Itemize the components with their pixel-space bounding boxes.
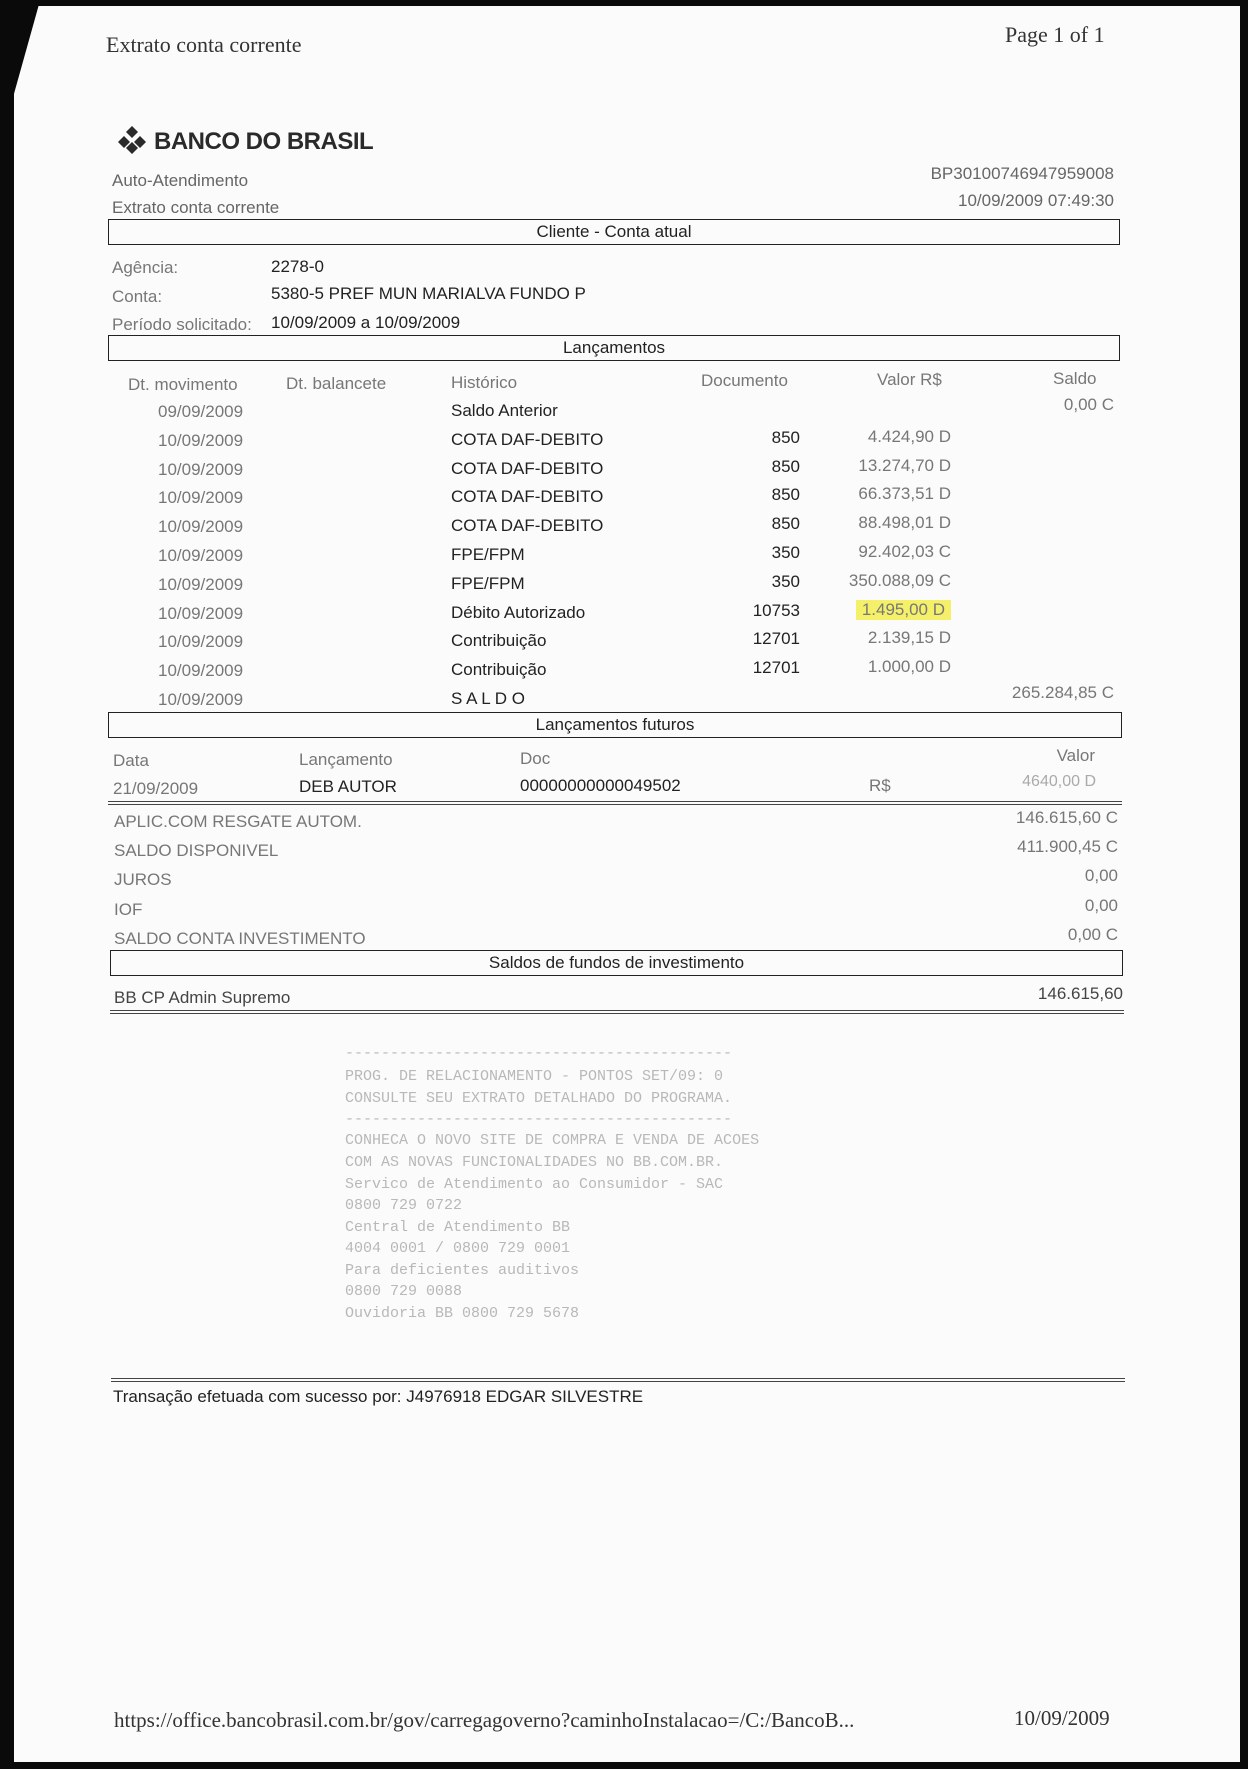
cell-dt-movimento: 10/09/2009 [158, 574, 244, 594]
periodo-label: Período solicitado: [112, 315, 252, 334]
section-lancamentos-futuros [108, 712, 1122, 738]
resumo-label: APLIC.COM RESGATE AUTOM. [114, 812, 362, 831]
col-documento: Documento [701, 371, 788, 390]
cell-valor: 1.495,00 D [856, 600, 951, 620]
resumo-label: IOF [114, 899, 143, 919]
section-title: Cliente - Conta atual [536, 222, 692, 241]
cell-valor: 92.402,03 C [858, 542, 951, 561]
agencia-value: 2278-0 [271, 257, 324, 276]
divider [110, 1010, 1124, 1014]
cell-valor: 350.088,09 C [848, 570, 951, 590]
resumo-value: 0,00 [1084, 866, 1118, 886]
section-lancamentos [108, 335, 1120, 361]
print-date: 10/09/2009 [1014, 1706, 1110, 1730]
cell-documento: 12701 [752, 658, 800, 678]
transacao-text: Transação efetuada com sucesso por: J4976918 EDGAR SILVESTRE [113, 1387, 644, 1406]
cell-valor: 4.424,90 D [867, 426, 951, 446]
periodo-value: 10/09/2009 a 10/09/2009 [271, 313, 461, 332]
cell-dt-movimento: 10/09/2009 [158, 488, 244, 508]
futuros-col-valor: Valor [1056, 746, 1095, 765]
cell-dt-movimento: 10/09/2009 [158, 546, 244, 565]
cell-documento: 850 [771, 427, 800, 447]
message-line: COM AS NOVAS FUNCIONALIDADES NO BB.COM.BR. [345, 1154, 724, 1171]
cell-historico: COTA DAF-DEBITO [451, 516, 604, 536]
bb-logo-icon [116, 124, 148, 156]
cell-documento: 850 [771, 456, 800, 476]
banco-do-brasil-logo [116, 124, 374, 161]
fundo-name: BB CP Admin Supremo [114, 988, 291, 1007]
futuros-lancamento: DEB AUTOR [299, 777, 397, 796]
message-line: 4004 0001 / 0800 729 0001 [345, 1240, 571, 1257]
cell-valor: 13.274,70 D [858, 455, 951, 475]
col-dt-balancete: Dt. balancete [286, 374, 387, 393]
print-page-number: Page 1 of 1 [1005, 22, 1105, 47]
resumo-value: 0,00 C [1067, 924, 1118, 944]
conta-label: Conta: [112, 287, 163, 306]
cell-dt-movimento: 10/09/2009 [158, 690, 244, 709]
message-line: Ouvidoria BB 0800 729 5678 [345, 1305, 580, 1322]
conta-value: 5380-5 PREF MUN MARIALVA FUNDO P [271, 284, 586, 303]
futuros-col-data: Data [113, 751, 149, 770]
section-title: Saldos de fundos de investimento [488, 953, 745, 972]
col-valor: Valor R$ [877, 370, 942, 389]
cell-documento: 350 [771, 543, 800, 562]
cell-saldo: 0,00 C [1063, 395, 1114, 414]
cell-historico: FPE/FPM [451, 545, 525, 564]
futuros-valor: 4640,00 D [1022, 773, 1096, 790]
cell-historico: Contribuição [451, 660, 547, 680]
col-historico: Histórico [451, 373, 518, 392]
resumo-label: SALDO DISPONIVEL [114, 841, 279, 861]
message-line: Para deficientes auditivos [345, 1262, 580, 1279]
protocol-number: BP30100746947959008 [930, 164, 1114, 183]
cell-documento: 350 [771, 571, 800, 591]
bank-name: BANCO DO BRASIL [154, 128, 374, 155]
cell-dt-movimento: 10/09/2009 [158, 603, 244, 623]
col-dt-movimento: Dt. movimento [128, 375, 238, 394]
cell-historico: COTA DAF-DEBITO [451, 458, 604, 478]
cell-dt-movimento: 09/09/2009 [158, 402, 244, 421]
message-line: Central de Atendimento BB [345, 1219, 571, 1236]
cell-valor: 1.000,00 D [867, 657, 951, 677]
statement-datetime: 10/09/2009 07:49:30 [958, 191, 1114, 210]
message-dashes: ------------------------------------------- [345, 1111, 733, 1128]
cell-saldo: 265.284,85 C [1011, 683, 1114, 702]
cell-documento: 850 [771, 485, 800, 505]
cell-historico: Saldo Anterior [451, 401, 558, 420]
divider [111, 1378, 1125, 1382]
resumo-label: JUROS [114, 870, 172, 890]
print-url: https://office.bancobrasil.com.br/gov/carregagoverno?caminhoInstalacao=/C:/BancoB... [114, 1708, 855, 1732]
cell-dt-movimento: 10/09/2009 [158, 517, 244, 537]
cell-documento: 10753 [752, 600, 800, 620]
message-line: 0800 729 0088 [345, 1283, 463, 1300]
cell-valor: 88.498,01 D [858, 513, 951, 533]
extrato-label: Extrato conta corrente [112, 198, 280, 217]
cell-historico: FPE/FPM [451, 573, 525, 593]
cell-valor: 66.373,51 D [858, 484, 951, 504]
cell-historico: Débito Autorizado [451, 602, 586, 622]
resumo-value: 146.615,60 C [1015, 808, 1118, 827]
message-line: PROG. DE RELACIONAMENTO - PONTOS SET/09: 0 [345, 1068, 724, 1085]
cell-dt-movimento: 10/09/2009 [158, 661, 244, 681]
message-dashes: ------------------------------------------- [345, 1045, 733, 1062]
resumo-label: SALDO CONTA INVESTIMENTO [114, 928, 366, 948]
cell-historico: Contribuição [451, 631, 547, 651]
message-line: Servico de Atendimento ao Consumidor - SAC [345, 1176, 724, 1193]
cell-valor: 2.139,15 D [867, 628, 951, 648]
futuros-doc: 00000000000049502 [520, 776, 681, 795]
auto-atendimento-label: Auto-Atendimento [112, 171, 249, 190]
message-line: 0800 729 0722 [345, 1197, 463, 1214]
cell-historico: COTA DAF-DEBITO [451, 487, 604, 507]
section-title: Lançamentos [562, 338, 666, 357]
cell-dt-movimento: 10/09/2009 [158, 430, 244, 450]
cell-documento: 12701 [752, 629, 800, 649]
resumo-value: 0,00 [1084, 895, 1118, 915]
futuros-currency: R$ [869, 776, 891, 795]
print-title: Extrato conta corrente [106, 32, 302, 57]
fundo-value: 146.615,60 [1037, 984, 1123, 1003]
message-line: CONSULTE SEU EXTRATO DETALHADO DO PROGRAMA. [345, 1090, 733, 1107]
futuros-data: 21/09/2009 [113, 779, 199, 798]
cell-historico: COTA DAF-DEBITO [451, 429, 604, 449]
message-line: CONHECA O NOVO SITE DE COMPRA E VENDA DE ACOES [345, 1132, 760, 1149]
cell-documento: 850 [771, 514, 800, 534]
futuros-col-lancamento: Lançamento [299, 750, 393, 769]
col-saldo: Saldo [1053, 369, 1097, 388]
section-fundos [110, 950, 1123, 976]
cell-dt-movimento: 10/09/2009 [158, 632, 244, 652]
cell-dt-movimento: 10/09/2009 [158, 459, 244, 479]
futuros-col-doc: Doc [520, 749, 551, 768]
document-page [14, 6, 1240, 1762]
section-title: Lançamentos futuros [535, 715, 695, 734]
resumo-value: 411.900,45 C [1017, 837, 1118, 857]
cell-historico: S A L D O [451, 689, 526, 708]
agencia-label: Agência: [112, 258, 179, 277]
section-cliente [108, 219, 1120, 245]
divider [108, 801, 1122, 805]
